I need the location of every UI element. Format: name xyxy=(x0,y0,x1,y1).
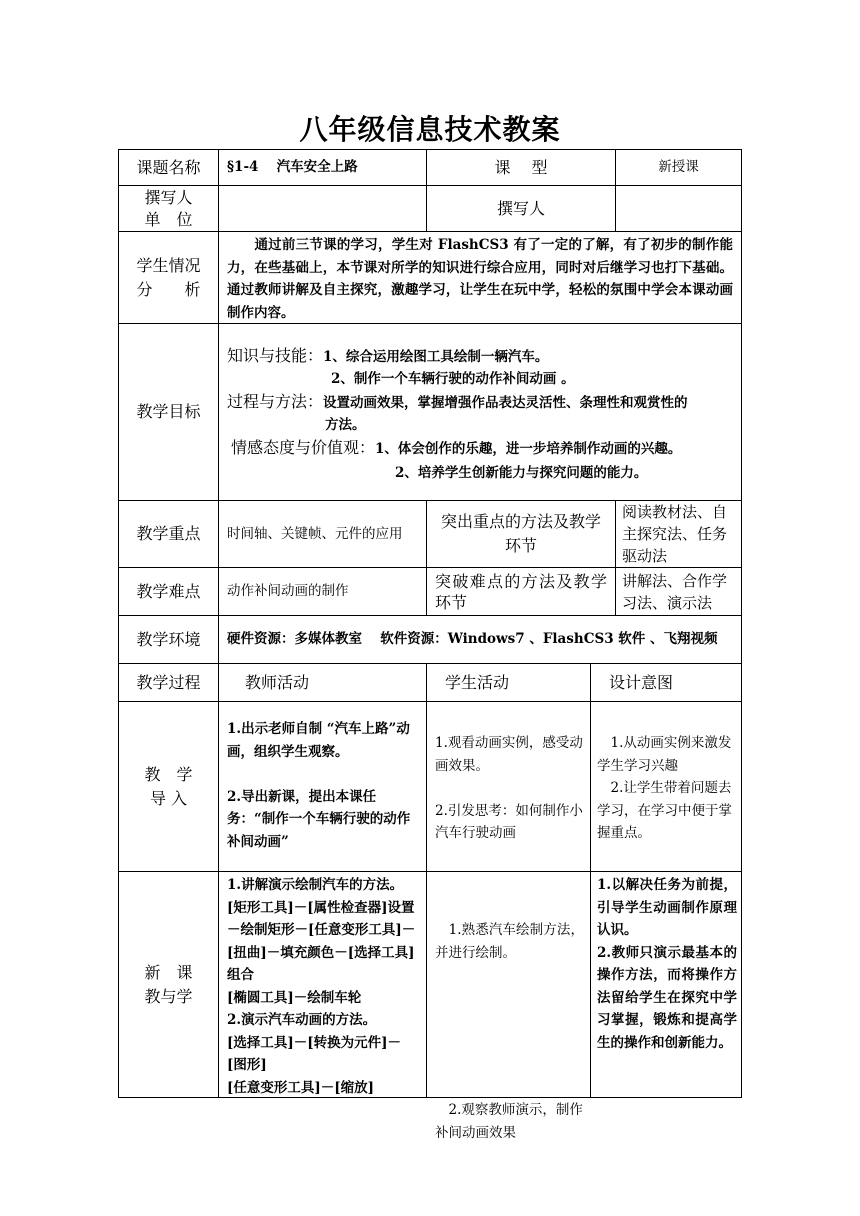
difficulty-method-label-text: 突破难点的方法及教学环节 xyxy=(435,571,607,612)
stage-intro-teacher xyxy=(218,701,427,872)
environment-label xyxy=(118,615,219,664)
goals-label xyxy=(118,323,219,501)
key-value-text: 时间轴、关键帧、元件的应用 xyxy=(227,525,403,542)
process-header-intent-text: 设计意图 xyxy=(609,672,674,692)
goals-skills-2: 2、制作一个车辆行驶的动作补间动画 。 xyxy=(331,371,575,387)
course-type-label xyxy=(426,149,616,186)
goals-content xyxy=(218,323,742,501)
goals-process-line-1 xyxy=(227,390,735,414)
stage-new-label-text: 新 课 教与学 xyxy=(144,962,193,1006)
stage-new-teacher-text: 1.讲解演示绘制汽车的方法。 [矩形工具]－[属性检查器]设置－绘制矩形－[任意变形工具]－[扭曲]－填充颜色－[选择工具] 组合 [椭圆工具]－绘制车轮 2.演示汽车动画的方法。 [选择工具]－[转换为元件]－[图形] [任意变形工具]－[缩放] xyxy=(227,877,416,1096)
course-value xyxy=(218,149,427,186)
author-label xyxy=(426,185,616,232)
stage-intro-teacher-text: 1.出示老师自制 “汽车上路”动画，组织学生观察。 2.导出新课，提出本课任务：“制作一个车辆行驶的动作补间动画” xyxy=(227,721,411,850)
goals-emotion-2: 2、培养学生创新能力与探究问题的能力。 xyxy=(395,465,648,481)
key-method-label xyxy=(426,500,616,568)
key-method-value-text: 阅读教材法、自主探究法、任务驱动法 xyxy=(622,503,728,565)
goals-process-label: 过程与方法： xyxy=(227,392,324,411)
stage-intro-student xyxy=(426,701,591,872)
stage-new-student-2: 2.观察教师演示，制作补间动画效果 xyxy=(435,1102,583,1141)
students-label xyxy=(118,231,219,324)
goals-skills-line-2 xyxy=(227,368,735,390)
goals-process-text-2: 方法。 xyxy=(325,417,366,433)
author-label-text: 撰写人 xyxy=(496,198,545,218)
goals-label-text: 教学目标 xyxy=(136,402,201,421)
stage-new-intent-text: 1.以解决任务为前提，引导学生动画制作原理认识。 2.教师只演示最基本的操作方法，而将操作方法留给学生在探究中学习掌握，锻炼和提高学生的操作和创新能力。 xyxy=(597,877,737,1051)
stage-intro-label xyxy=(118,701,219,872)
key-label xyxy=(118,500,219,568)
difficulty-label-text: 教学难点 xyxy=(136,581,201,601)
course-type-value-text: 新授课 xyxy=(658,159,699,175)
process-header-student-text: 学生活动 xyxy=(445,672,510,692)
author-value xyxy=(615,185,742,232)
key-label-text: 教学重点 xyxy=(136,524,201,543)
course-label xyxy=(118,149,219,186)
key-method-label-text: 突出重点的方法及教学环节 xyxy=(440,512,601,555)
course-type-value xyxy=(615,149,742,186)
students-label-text: 学生情况 分 析 xyxy=(136,255,201,299)
students-analysis xyxy=(218,231,742,324)
author-unit-label-text: 撰写人 单 位 xyxy=(144,187,193,229)
process-header-intent xyxy=(590,663,742,702)
course-type-label-text: 课 型 xyxy=(494,157,548,177)
difficulty-method-value-text: 讲解法、合作学习法、演示法 xyxy=(622,571,728,612)
difficulty-value xyxy=(218,567,427,616)
stage-intro-student-text: 1.观看动画实例，感受动画效果。 2.引发思考：如何制作小汽车行驶动画 xyxy=(435,735,583,841)
process-header-stage xyxy=(118,663,219,702)
document-title: 八年级信息技术教案 xyxy=(299,113,561,146)
stage-new-student-1: 1.熟悉汽车绘制方法，并进行绘制。 xyxy=(435,922,584,961)
process-header-teacher-text: 教师活动 xyxy=(245,672,310,692)
stage-intro-label-text: 教 学 导 入 xyxy=(144,764,193,808)
goals-emotion-label: 情感态度与价值观： xyxy=(231,438,376,457)
stage-new-intent xyxy=(590,871,742,1098)
goals-skills-label: 知识与技能： xyxy=(227,346,324,365)
goals-emotion-1: 1、体会创作的乐趣，进一步培养制作动画的兴趣。 xyxy=(375,441,682,457)
students-analysis-text: 通过前三节课的学习，学生对 FlashCS3 有了一定的了解，有了初步的制作能力，在些基础上，本节课对所学的知识进行综合应用，同时对后继学习也打下基础。通过教师讲解及自主探究，激趣学习，让学生在玩中学，轻松的氛围中学会本课动画制作内容。 xyxy=(227,237,733,321)
stage-new-student xyxy=(426,871,591,1141)
environment-label-text: 教学环境 xyxy=(136,629,201,649)
key-value xyxy=(218,500,427,568)
environment-value xyxy=(218,615,742,664)
goals-skills-1: 1、综合运用绘图工具绘制一辆汽车。 xyxy=(323,349,549,365)
difficulty-method-label xyxy=(426,567,616,616)
course-value-text: §1-4 汽车安全上路 xyxy=(227,159,358,175)
goals-emotion-line-2 xyxy=(227,461,735,485)
goals-process-line-2 xyxy=(227,414,735,436)
process-header-student xyxy=(426,663,591,702)
key-method-value xyxy=(615,500,742,568)
course-label-text: 课题名称 xyxy=(136,157,201,177)
difficulty-label xyxy=(118,567,219,616)
process-header-teacher xyxy=(218,663,427,702)
environment-value-text: 硬件资源：多媒体教室 软件资源：Windows7 、FlashCS3 软件 、飞翔视频 xyxy=(227,631,718,647)
difficulty-value-text: 动作补间动画的制作 xyxy=(227,583,349,599)
goals-skills-line-1 xyxy=(227,344,735,368)
goals-process-text: 设置动画效果，掌握增强作品表达灵活性、条理性和观赏性的 xyxy=(323,395,688,411)
process-header-stage-text: 教学过程 xyxy=(136,672,201,692)
author-unit-label xyxy=(118,185,219,232)
stage-intro-intent xyxy=(590,701,742,872)
goals-emotion-line-1 xyxy=(227,436,735,461)
stage-new-label xyxy=(118,871,219,1098)
stage-new-teacher xyxy=(218,871,427,1098)
difficulty-method-value xyxy=(615,567,742,616)
stage-intro-intent-text: 1.从动画实例来激发学生学习兴趣 2.让学生带着问题去学习，在学习中便于掌握重点。 xyxy=(597,735,732,841)
author-unit-value xyxy=(218,185,427,232)
